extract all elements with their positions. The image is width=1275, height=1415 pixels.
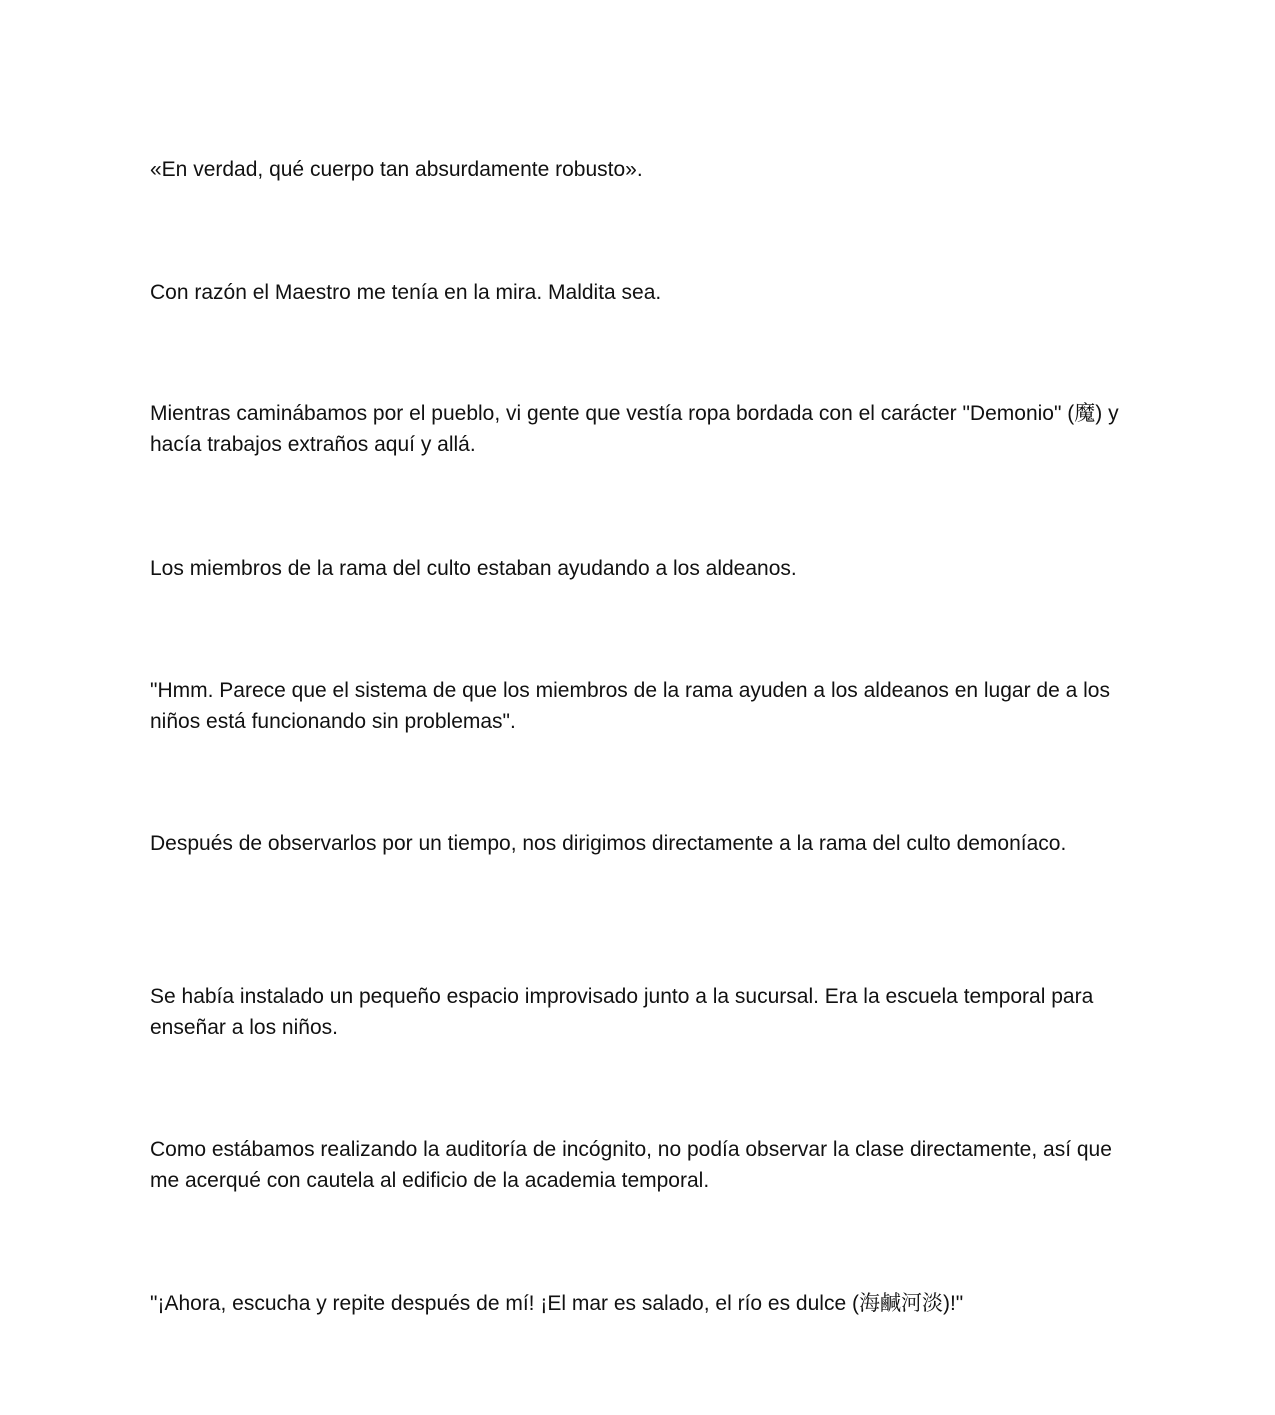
paragraph: Como estábamos realizando la auditoría de incógnito, no podía observar la clase directamente, así que me acerqué con cautela al edificio de la academia temporal.: [150, 1138, 1112, 1192]
paragraph: Con razón el Maestro me tenía en la mira. Maldita sea.: [150, 281, 662, 304]
paragraph: Después de observarlos por un tiempo, nos dirigimos directamente a la rama del culto demoníaco.: [150, 832, 1067, 855]
paragraph: Se había instalado un pequeño espacio improvisado junto a la sucursal. Era la escuela temporal para enseñar a los niños.: [150, 985, 1094, 1039]
paragraph: Mientras caminábamos por el pueblo, vi gente que vestía ropa bordada con el carácter "Demonio" (魔) y hacía trabajos extraños aquí y allá.: [150, 402, 1119, 456]
paragraph: Los miembros de la rama del culto estaban ayudando a los aldeanos.: [150, 557, 797, 580]
paragraph: "Hmm. Parece que el sistema de que los miembros de la rama ayuden a los aldeanos en lugar de a los niños está funcionando sin problemas".: [150, 679, 1110, 733]
paragraph: "¡Ahora, escucha y repite después de mí! ¡El mar es salado, el río es dulce (海鹹河淡)!": [150, 1292, 964, 1315]
paragraph: «En verdad, qué cuerpo tan absurdamente robusto».: [150, 158, 643, 181]
